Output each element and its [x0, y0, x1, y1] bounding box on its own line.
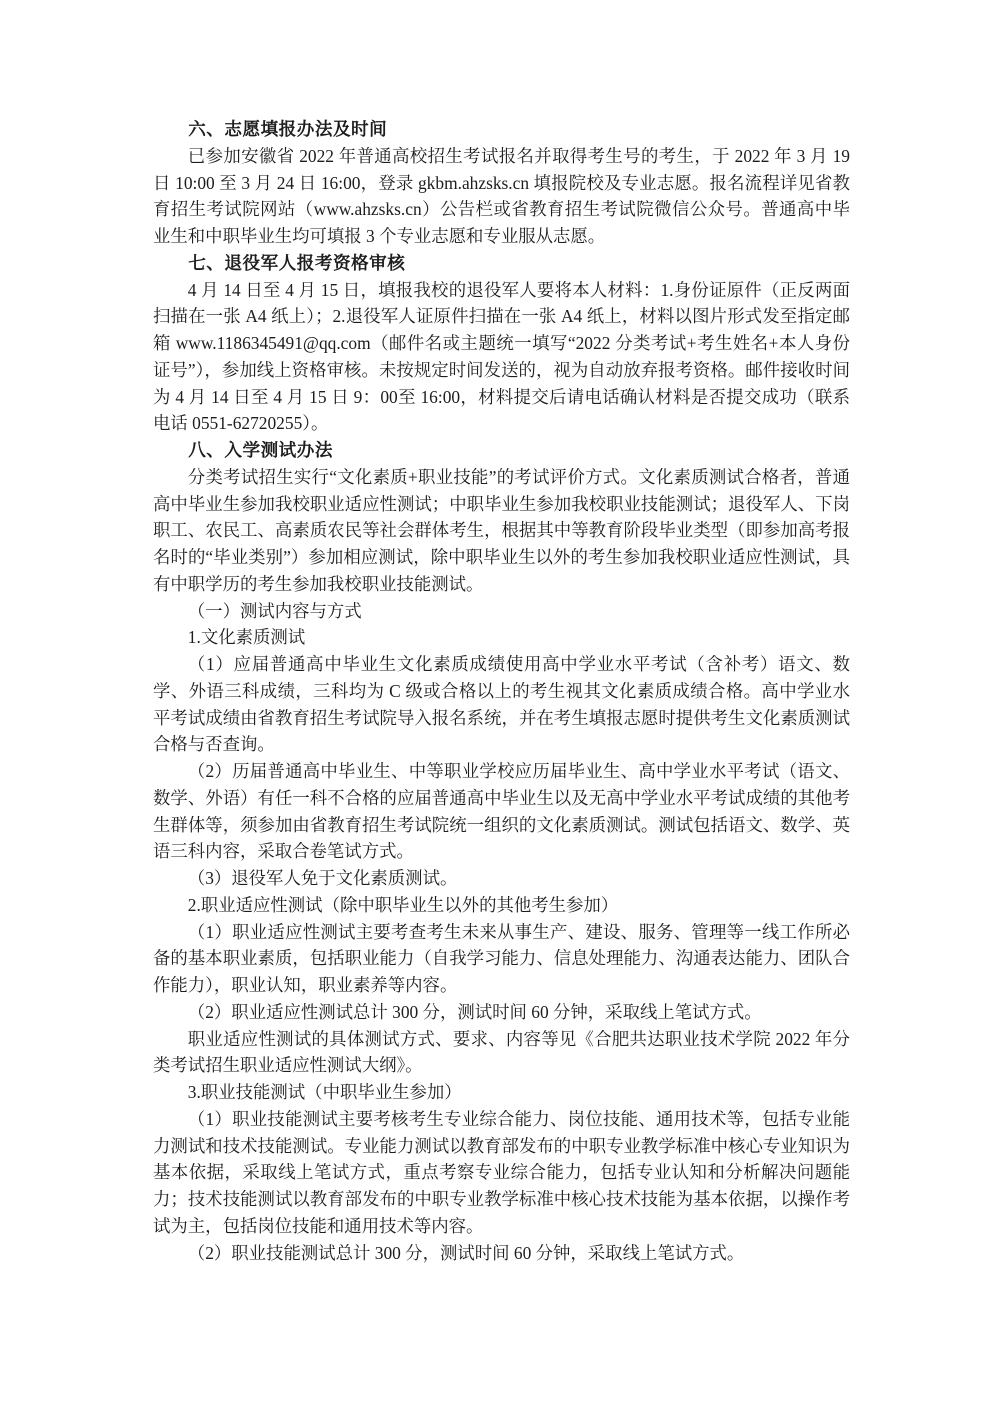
section-heading-8: 八、入学测试办法 — [188, 440, 333, 460]
paragraph: （2）历届普通高中毕业生、中等职业学校应历届毕业生、高中学业水平考试（语文、数学、外语）有任一科不合格的应届普通高中毕业生以及无高中学业水平考试成绩的其他考生群体等，须参加由省教育招生考试院统一组织的文化素质测试。测试包括语文、数学、英语三科内容，采取合卷笔试方式。 — [153, 761, 850, 862]
paragraph: （1）应届普通高中毕业生文化素质成绩使用高中学业水平考试（含补考）语文、数学、外语三科成绩，三科均为 C 级或合格以上的考生视其文化素质成绩合格。高中学业水平考试成绩由省教育招生考试院导入报名系统，并在考生填报志愿时提供考生文化素质测试合格与否查询。 — [153, 654, 850, 755]
list-item-title: 1.文化素质测试 — [187, 627, 306, 648]
paragraph: 职业适应性测试的具体测试方式、要求、内容等见《合肥共达职业技术学院 2022 年分类考试招生职业适应性测试大纲》。 — [153, 1028, 850, 1076]
paragraph: 4 月 14 日至 4 月 15 日，填报我校的退役军人要将本人材料：1.身份证原件（正反两面扫描在一张 A4 纸上）；2.退役军人证原件扫描在一张 A4 纸上，材料以图片形式发至指定邮箱 www.1186345491@qq.com（邮件名或主题统一填写“2022 分类考试+考生姓名+本人身份证号”），参加线上资格审核。未按规定时间发送的，视为自动放弃报考资格。邮件接收时间为 4 月 14 日至 4 月 15 日 9：00至 16:00，材料提交后请电话确认材料是否提交成功（联系电话 0551-62720255）。 — [153, 279, 850, 434]
paragraph: 分类考试招生实行“文化素质+职业技能”的考试评价方式。文化素质测试合格者，普通高中毕业生参加我校职业适应性测试；中职毕业生参加我校职业技能测试；退役军人、下岗职工、农民工、高素质农民等社会群体考生，根据其中等教育阶段毕业类型（即参加高考报名时的“毕业类别”）参加相应测试，除中职毕业生以外的考生参加我校职业适应性测试，具有中职学历的考生参加我校职业技能测试。 — [153, 466, 850, 594]
document-body — [153, 116, 850, 1266]
paragraph: （1）职业适应性测试主要考查考生未来从事生产、建设、服务、管理等一线工作所必备的基本职业素质，包括职业能力（自我学习能力、信息处理能力、沟通表达能力、团队合作能力），职业认知，职业素养等内容。 — [153, 921, 850, 995]
paragraph: （3）退役军人免于文化素质测试。 — [187, 868, 458, 888]
paragraph: 已参加安徽省 2022 年普通高校招生考试报名并取得考生号的考生，于 2022 年 3 月 19 日 10:00 至 3 月 24 日 16:00，登录 gkbm.ahzsks.cn 填报院校及专业志愿。报名流程详见省教育招生考试院网站（www.ahzsks.cn）公告栏或省教育招生考试院微信公众号。普通高中毕业生和中职毕业生均可填报 3 个专业志愿和专业服从志愿。 — [153, 145, 850, 246]
list-item-title: 2.职业适应性测试（除中职毕业生以外的其他考生参加） — [187, 894, 619, 915]
section-heading-6: 六、志愿填报办法及时间 — [188, 119, 388, 139]
list-item-title: 3.职业技能测试（中职毕业生参加） — [187, 1082, 462, 1102]
paragraph: （1）职业技能测试主要考核考生专业综合能力、岗位技能、通用技术等，包括专业能力测试和技术技能测试。专业能力测试以教育部发布的中职专业教学标准中核心专业知识为基本依据，采取线上笔试方式，重点考察专业综合能力，包括专业认知和分析解决问题能力；技术技能测试以教育部发布的中职专业教学标准中核心技术技能为基本依据，以操作考试为主，包括岗位技能和通用技术等内容。 — [153, 1108, 850, 1236]
paragraph: （2）职业技能测试总计 300 分，测试时间 60 分钟，采取线上笔试方式。 — [187, 1242, 745, 1263]
paragraph: （2）职业适应性测试总计 300 分，测试时间 60 分钟，采取线上笔试方式。 — [187, 1001, 762, 1022]
subsection-title: （一）测试内容与方式 — [187, 600, 362, 621]
section-heading-7: 七、退役军人报考资格审核 — [188, 252, 406, 273]
